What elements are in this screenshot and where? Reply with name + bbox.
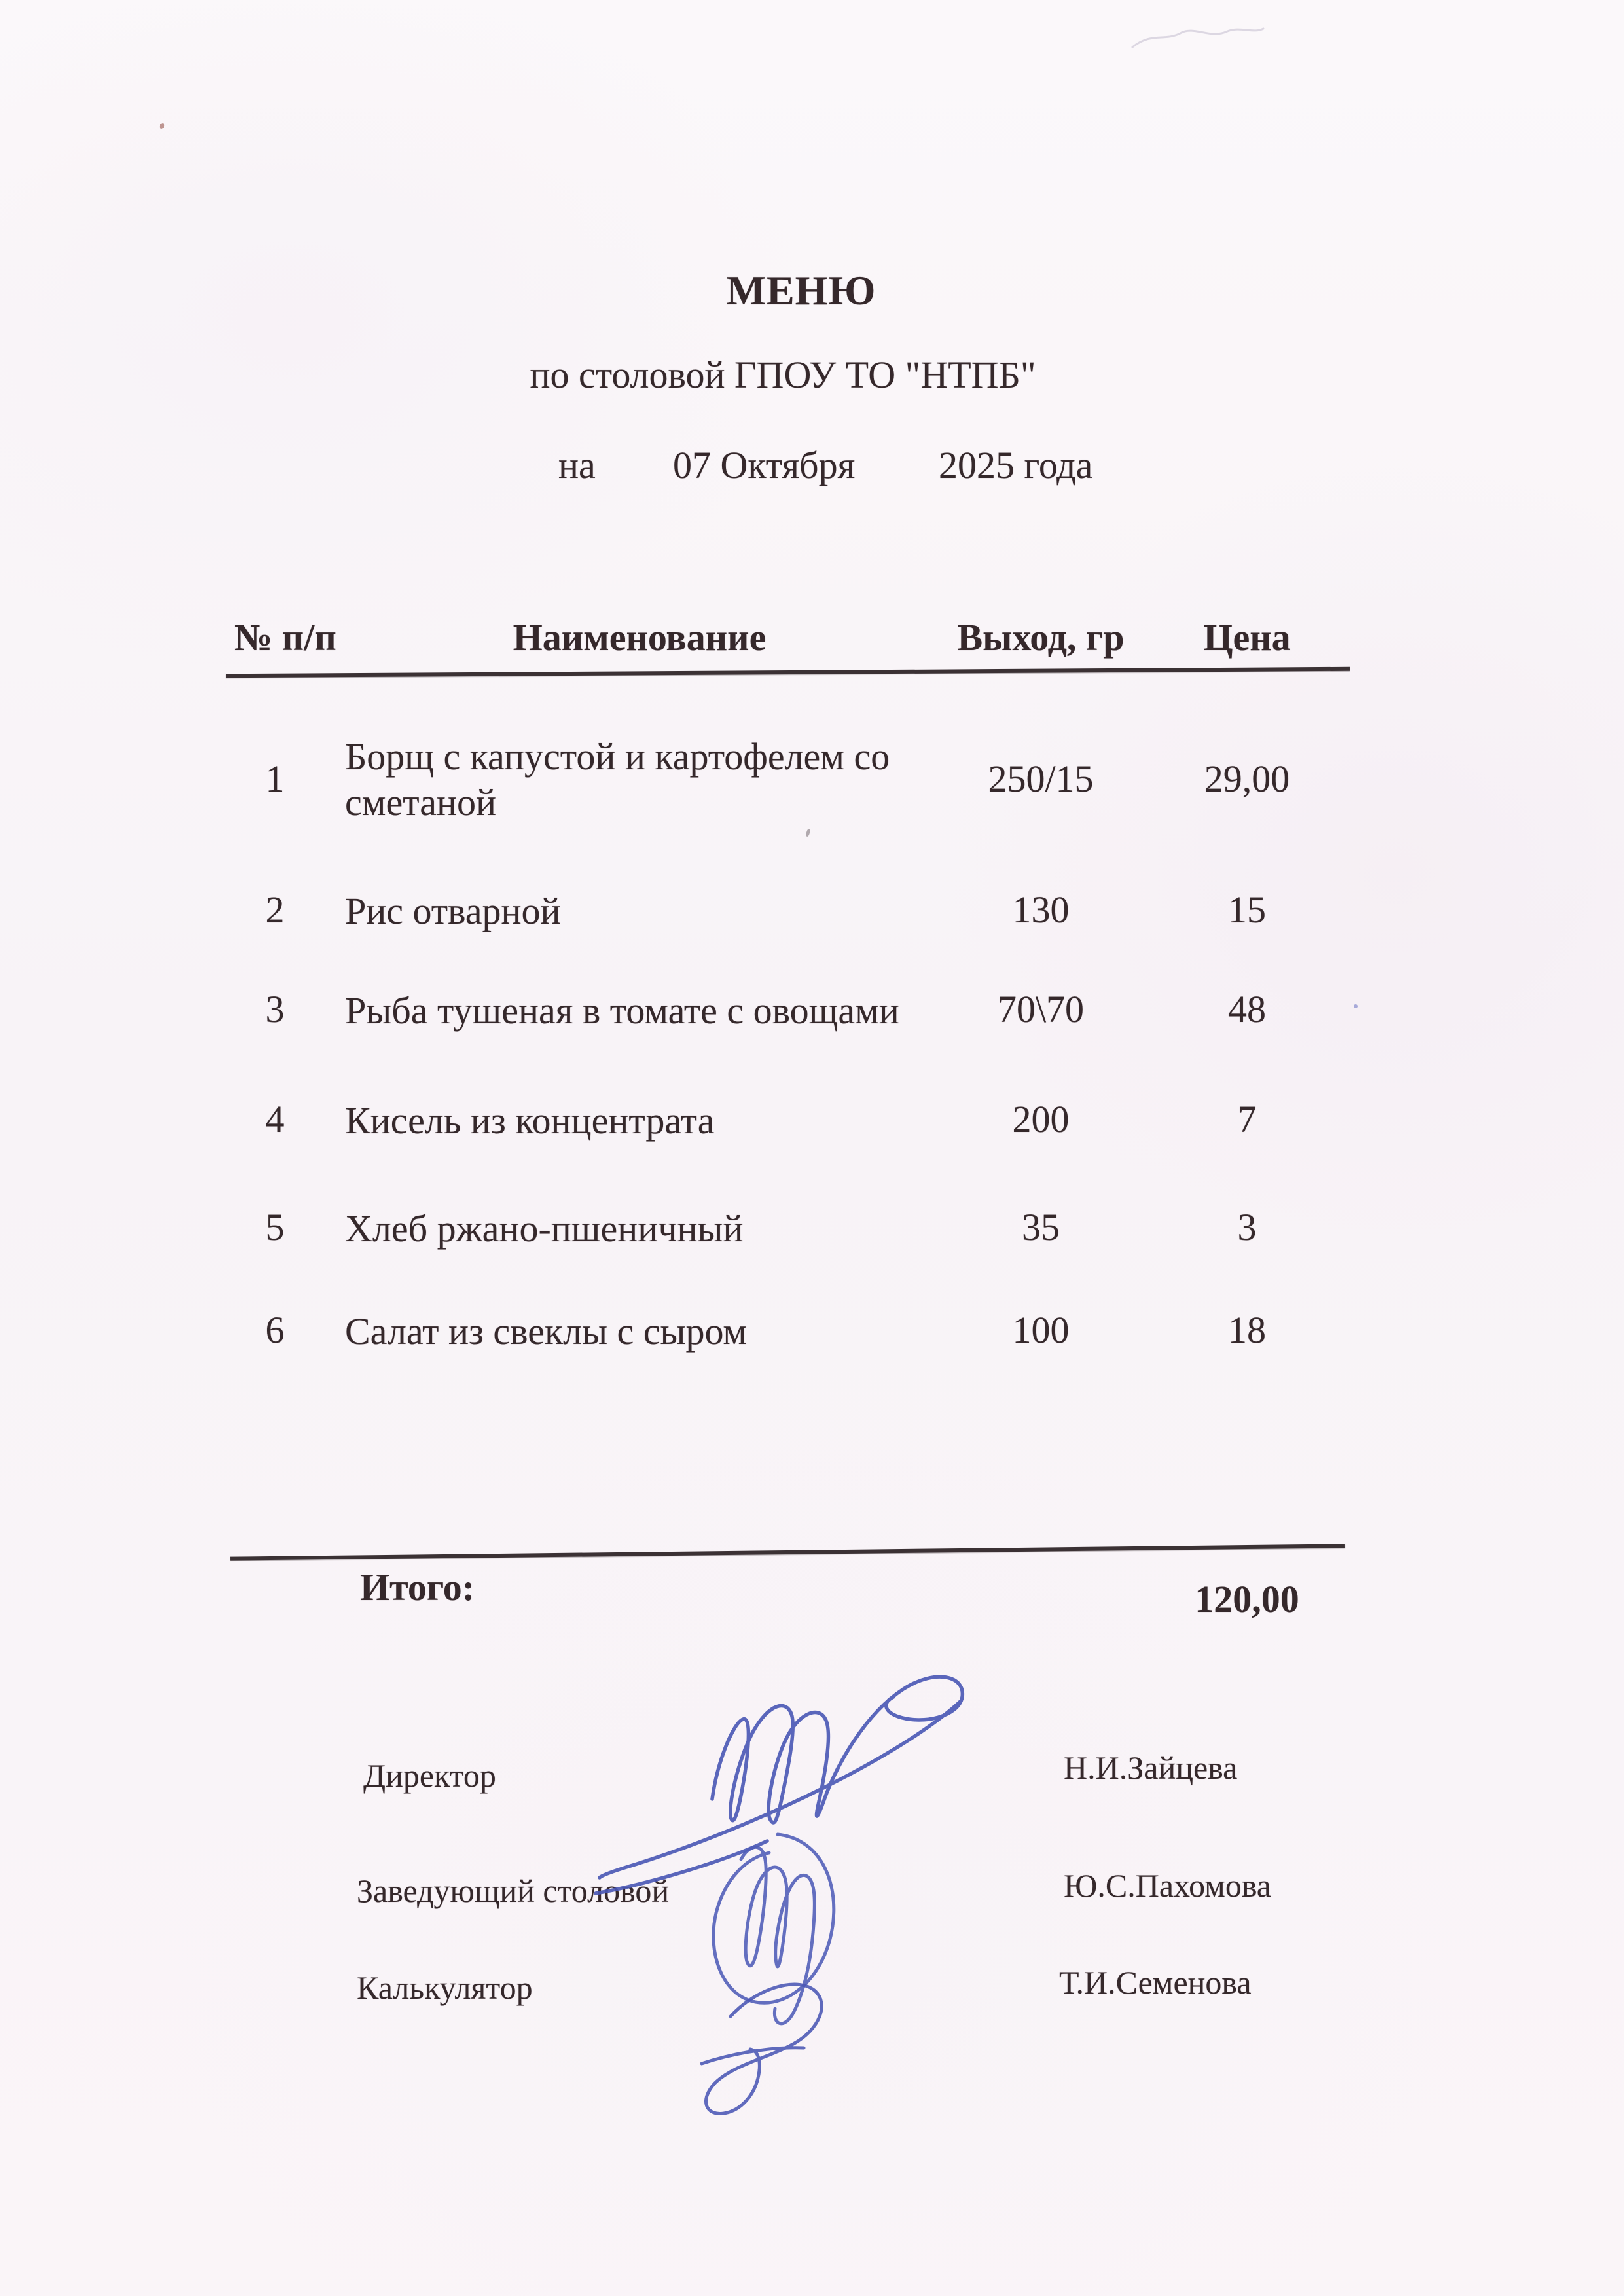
dish-name: Кисель из концентрата xyxy=(345,1099,715,1142)
dish-price: 3 xyxy=(1237,1206,1257,1248)
dish-name: Борщ с капустой и картофелем со сметаной xyxy=(345,735,890,824)
dish-output: 35 xyxy=(1022,1206,1060,1248)
row-number: 5 xyxy=(265,1206,285,1248)
scan-speck xyxy=(1354,1004,1358,1008)
total-rule xyxy=(230,1544,1345,1560)
dish-price: 18 xyxy=(1228,1309,1266,1351)
date-prefix: на xyxy=(558,444,596,486)
scan-speck xyxy=(158,122,165,130)
dish-name: Рыба тушеная в томате с овощами xyxy=(345,989,899,1032)
dish-name: Рис отварной xyxy=(345,890,561,932)
row-number: 3 xyxy=(265,988,285,1030)
dish-output: 100 xyxy=(1012,1309,1070,1351)
faint-pencil-mark xyxy=(1126,13,1270,59)
column-header-price: Цена xyxy=(1203,616,1291,659)
signature-name-calculator: Т.И.Семенова xyxy=(1059,1964,1252,2001)
dish-name: Хлеб ржано-пшеничный xyxy=(345,1207,744,1250)
signature-role-director: Директор xyxy=(363,1757,496,1794)
signature-director-scribble xyxy=(596,1677,962,1893)
total-label: Итого: xyxy=(360,1566,475,1609)
row-number: 4 xyxy=(265,1098,285,1140)
handwritten-signatures xyxy=(537,1663,1060,2115)
page-title: МЕНЮ xyxy=(726,267,876,314)
dish-output: 70\70 xyxy=(997,988,1085,1030)
dish-price: 7 xyxy=(1237,1098,1257,1140)
signature-name-canteen-manager: Ю.С.Пахомова xyxy=(1064,1867,1271,1904)
row-number: 1 xyxy=(265,757,285,800)
row-number: 2 xyxy=(265,888,285,931)
dish-output: 200 xyxy=(1012,1098,1070,1140)
dish-price: 29,00 xyxy=(1204,757,1290,800)
row-number: 6 xyxy=(265,1309,285,1351)
signature-role-calculator: Калькулятор xyxy=(357,1969,533,2006)
column-header-number: № п/п xyxy=(234,616,336,659)
dish-price: 15 xyxy=(1228,888,1266,931)
column-header-output: Выход, гр xyxy=(957,616,1125,659)
date-year: 2025 года xyxy=(939,444,1093,486)
document-subtitle: по столовой ГПОУ ТО "НТПБ" xyxy=(530,354,1036,396)
signature-name-director: Н.И.Зайцева xyxy=(1064,1749,1238,1786)
dish-name: Салат из свеклы с сыром xyxy=(345,1310,748,1353)
dish-output: 250/15 xyxy=(988,757,1094,800)
signature-manager-scribble xyxy=(713,1834,834,2024)
column-header-name: Наименование xyxy=(513,616,767,659)
dish-output: 130 xyxy=(1012,888,1070,931)
date-value: 07 Октября xyxy=(673,444,856,486)
header-rule xyxy=(226,667,1350,678)
scan-speck xyxy=(805,829,810,837)
signature-role-canteen-manager: Заведующий столовой xyxy=(357,1872,670,1909)
dish-price: 48 xyxy=(1228,988,1266,1030)
total-value: 120,00 xyxy=(1195,1578,1299,1620)
